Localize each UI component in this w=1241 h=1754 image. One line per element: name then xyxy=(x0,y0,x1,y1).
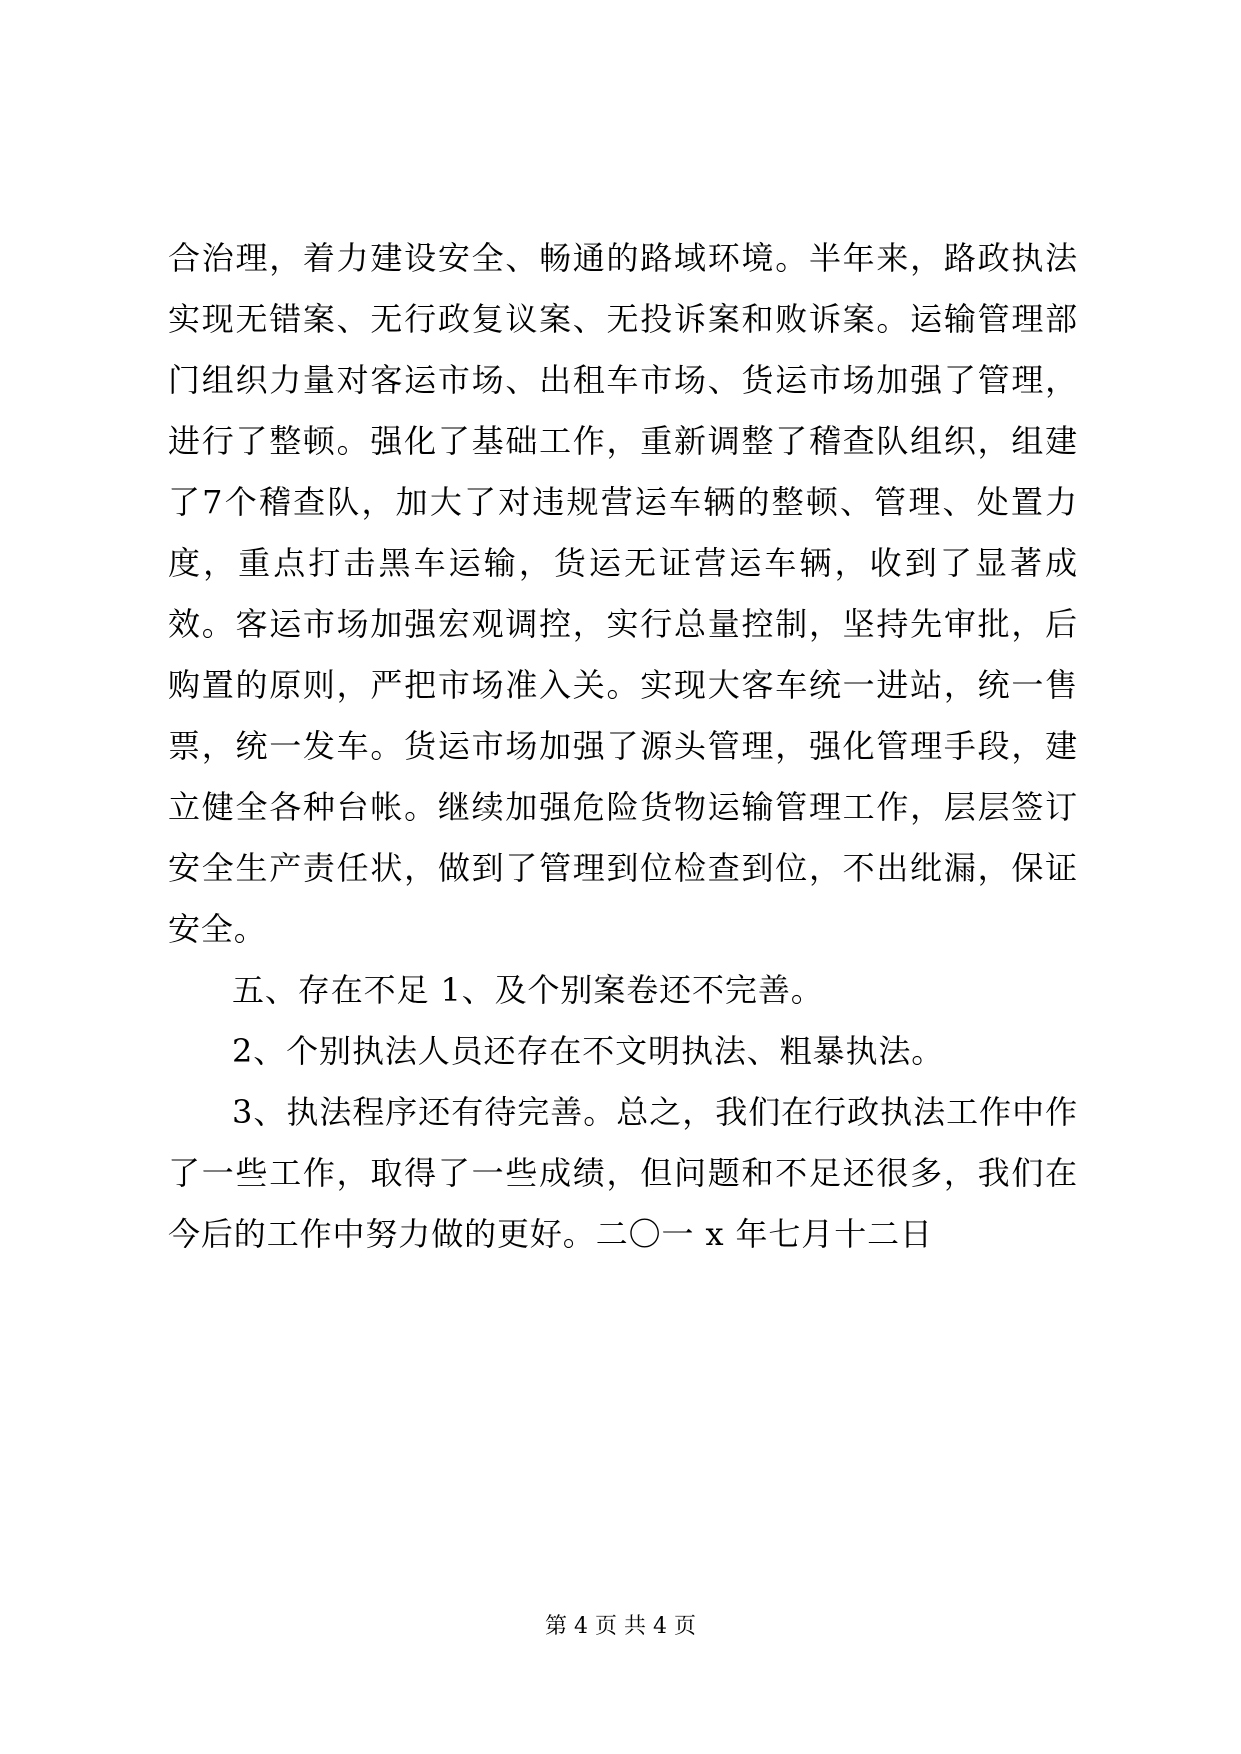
paragraph-shortcomings-heading: 五、存在不足 1、及个别案卷还不完善。 xyxy=(232,971,824,1009)
paragraph-continuation: 合治理，着力建设安全、畅通的路域环境。半年来，路政执法实现无错案、无行政复议案、无投诉案和败诉案。运输管理部门组织力量对客运市场、出租车市场、货运市场加强了管理，进行了整顿。强化了基础工作，重新调整了稽查队组织，组建了7个稽查队，加大了对违规营运车辆的整顿、管理、处置力度，重点打击黑车运输，货运无证营运车辆，收到了显著成效。客运市场加强宏观调控，实行总量控制，坚持先审批，后购置的原则，严把市场准入关。实现大客车统一进站，统一售票，统一发车。货运市场加强了源头管理，强化管理手段，建立健全各种台帐。继续加强危险货物运输管理工作，层层签订安全生产责任状，做到了管理到位检查到位，不出纰漏，保证安全。 xyxy=(168,239,1078,948)
page-number-label: 第 4 页 共 4 页 xyxy=(545,1614,696,1639)
paragraph-shortcoming-2: 2、个别执法人员还存在不文明执法、粗暴执法。 xyxy=(232,1032,945,1070)
paragraph-shortcoming-3-conclusion: 3、执法程序还有待完善。总之，我们在行政执法工作中作了一些工作，取得了一些成绩，但问题和不足还很多，我们在今后的工作中努力做的更好。二〇一 x 年七月十二日 xyxy=(168,1093,1078,1253)
page-footer xyxy=(0,1612,1241,1642)
document-body xyxy=(168,228,1078,1265)
